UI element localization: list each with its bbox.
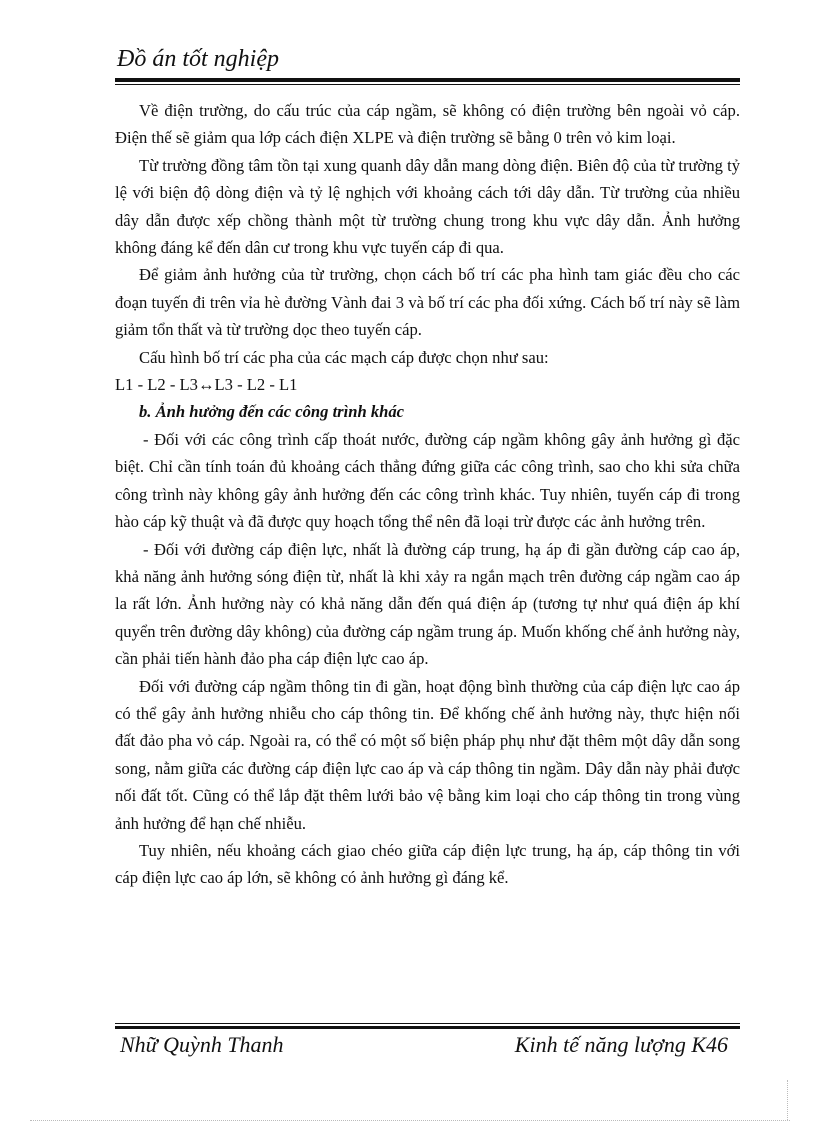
paragraph-power-cables: - Đối với đường cáp điện lực, nhất là đường cáp trung, hạ áp đi gần đường cáp cao áp, khả năng ảnh hưởng sóng điện từ, nhất là khi xảy ra ngắn mạch trên đường cáp ngầm cao áp la rất lớn. Ảnh hưởng này có khả năng dẫn đến quá điện áp (tương tự như quá điện áp khí quyển trên đường dây không) của đường cáp ngầm trung áp. Muốn khống chế ảnh hưởng này, cần phải tiến hành đảo pha cáp điện lực cao áp. [115,539,740,669]
paragraph-configuration: Cấu hình bố trí các pha của các mạch cáp được chọn như sau: [139,347,549,367]
page-edge-marker [30,1120,790,1121]
paragraph-crossing-distance: Tuy nhiên, nếu khoảng cách giao chéo giữa cáp điện lực trung, hạ áp, cáp thông tin với cáp điện lực cao áp lớn, sẽ không có ảnh hưởng gì đáng kể. [115,840,740,888]
page-edge-marker-vertical [787,1080,788,1120]
header-rule-thick [115,78,740,82]
phase-formula: L1 - L2 - L3↔L3 - L2 - L1 [115,375,298,395]
paragraph-telecom-cables: Đối với đường cáp ngầm thông tin đi gần, hoạt động bình thường của cáp điện lực cao áp có thể gây ảnh hưởng nhiễu cho cáp thông tin. Để khống chế ảnh hưởng này, thực hiện nối đất đảo pha vỏ cáp. Ngoài ra, có thể có một số biện pháp phụ như đặt thêm một dây dẫn song song, nằm giữa các đường cáp điện lực cao áp và cáp thông tin ngầm. Dây dẫn này phải được nối đất tốt. Cũng có thể lắp đặt thêm lưới bảo vệ bằng kim loại cho cáp thông tin trong vùng ảnh hưởng để hạn chế nhiễu. [115,676,740,833]
paragraph-magnetic-field: Từ trường đồng tâm tồn tại xung quanh dây dẫn mang dòng điện. Biên độ của từ trường tỷ lệ với biện độ dòng điện và tỷ lệ nghịch với khoảng cách tới dây dẫn. Từ trường của nhiều dây dẫn được xếp chồng thành một từ trường chung trong khu vực dây dẫn. Ảnh hưởng không đáng kể đến dân cư trong khu vực tuyến cáp đi qua. [115,155,740,258]
document-body [115,97,740,892]
footer-author: Nhữ Quỳnh Thanh [120,1032,284,1057]
footer-class: Kinh tế năng lượng K46 [514,1032,728,1057]
footer-rule-thick [115,1026,740,1029]
footer-rule-thin [115,1023,740,1024]
paragraph-electric-field: Về điện trường, do cấu trúc của cáp ngầm, sẽ không có điện trường bên ngoài vỏ cáp. Điện thế sẽ giảm qua lớp cách điện XLPE và điện trường sẽ bằng 0 trên vỏ kim loại. [115,101,740,148]
paragraph-phase-arrangement: Để giảm ảnh hưởng của từ trường, chọn cách bố trí các pha hình tam giác đều cho các đoạn tuyến đi trên vỉa hè đường Vành đai 3 và bố trí các pha đối xứng. Cách bố trí này sẽ làm giảm tổn thất và từ trường dọc theo tuyến cáp. [115,265,740,340]
header-title: Đồ án tốt nghiệp [117,46,279,72]
header-rule-thin [115,84,740,85]
section-heading: b. Ảnh hưởng đến các công trình khác [139,402,405,422]
paragraph-water-works: - Đối với các công trình cấp thoát nước, đường cáp ngầm không gây ảnh hưởng gì đặc biệt. Chỉ cần tính toán đủ khoảng cách thẳng đứng giữa các công trình, sao cho khi sửa chữa công trình này không gây ảnh hưởng đến các công trình khác. Tuy nhiên, tuyến cáp đi trong hào cáp kỹ thuật và đã được quy hoạch tổng thể nên đã loại trừ được các ảnh hưởng trên. [115,429,740,532]
